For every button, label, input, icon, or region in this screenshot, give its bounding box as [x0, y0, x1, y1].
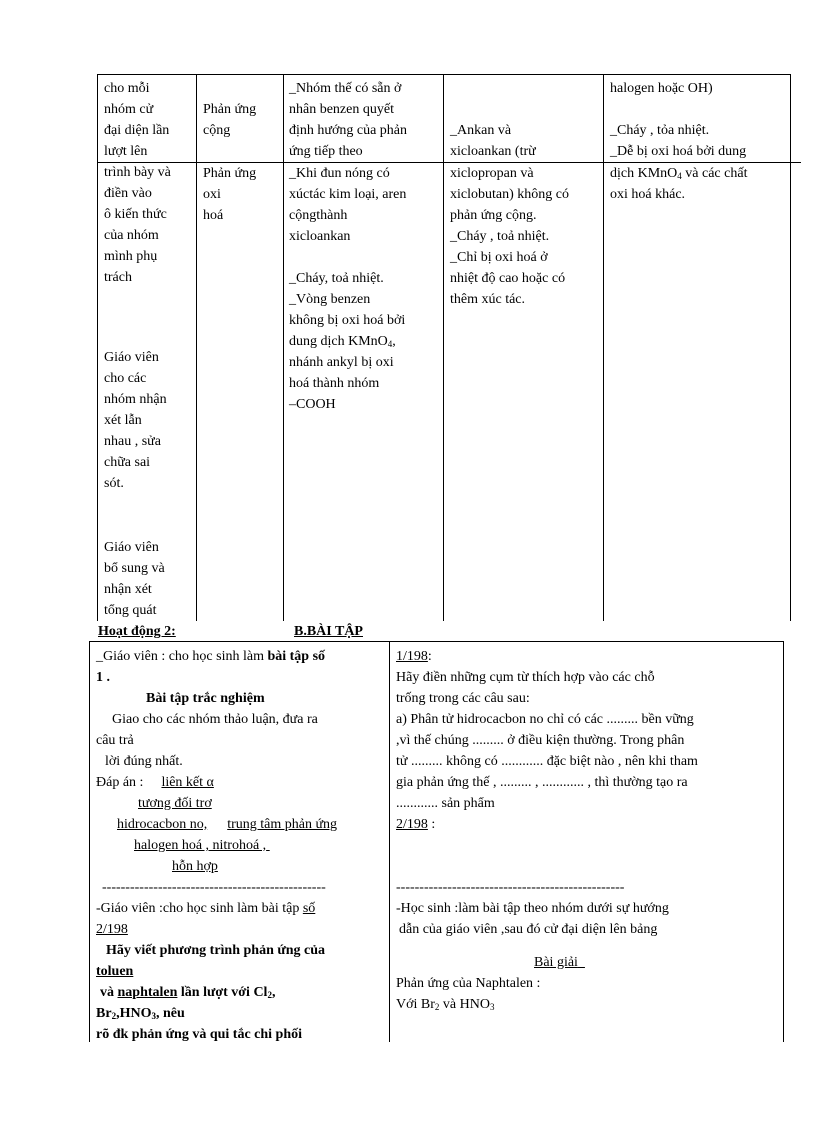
text-line: trách: [104, 270, 132, 285]
text-span: bài tập số: [267, 649, 326, 664]
table2-col-border: [389, 641, 390, 1042]
text-line: [96, 646, 337, 667]
table1-top-border: [97, 74, 791, 75]
separator: -------------------------------------------------: [396, 880, 625, 895]
col2-row2: [203, 163, 256, 226]
answer-item: tương đối trơ: [138, 796, 212, 811]
text-line: chữa sai: [104, 455, 151, 470]
col5-row2: [610, 163, 747, 205]
answer-item: trung tâm phản ứng: [227, 817, 338, 832]
subscript: 2: [434, 1002, 440, 1012]
text-line: ............ sản phẩm: [396, 796, 495, 811]
text-line: _Ankan và: [450, 123, 512, 138]
text-line: [96, 898, 337, 919]
text-span: và các chất: [681, 166, 748, 181]
text-line: xét lẫn: [104, 413, 142, 428]
text-line: [96, 982, 337, 1003]
col1-group2: [104, 347, 167, 494]
text-line: _Vòng benzen: [289, 292, 371, 307]
text-line: [289, 331, 405, 352]
text-line: ứng tiếp theo: [289, 144, 363, 159]
col3-row1: [289, 78, 407, 162]
text-line: câu trả: [96, 733, 134, 748]
section-title: B.BÀI TẬP: [294, 624, 363, 639]
text-line: phản ứng cộng.: [450, 208, 537, 223]
table1-col-border: [283, 74, 284, 621]
subscript: 2: [111, 1011, 117, 1021]
text-line: lời đúng nhất.: [105, 754, 183, 769]
table2-col-border: [89, 641, 90, 1042]
text-line: rõ đk phản ứng và qui tắc chi phối: [96, 1027, 303, 1042]
text-line: cộng: [203, 123, 231, 138]
text-span: ,: [271, 985, 276, 1000]
text-line: [396, 814, 698, 835]
text-line: nhiệt độ cao hoặc có: [450, 271, 566, 286]
text-span: :: [427, 649, 432, 664]
text-line: _Chỉ bị oxi hoá ở: [450, 250, 548, 265]
text-line: halogen hoặc OH): [610, 81, 713, 96]
text-line: _Dễ bị oxi hoá bởi dung: [610, 144, 747, 159]
separator: ------------------------------------------------: [102, 880, 326, 895]
table1-col-border: [603, 74, 604, 621]
col5-row1b: [610, 120, 746, 162]
text-span: -Giáo viên :cho học sinh làm bài tập: [96, 901, 303, 916]
text-line: lượt lên: [104, 144, 148, 159]
col5-row1a: [610, 78, 713, 99]
text-span: lần lượt với Cl: [177, 985, 268, 1000]
activity-label: Hoạt động 2:: [98, 624, 176, 639]
text-line: không bị oxi hoá bởi: [289, 313, 406, 328]
text-line: [396, 994, 698, 1015]
text-line: hoá thành nhóm: [289, 376, 380, 391]
answer-item: liên kết α: [161, 775, 214, 790]
text-span: số: [302, 901, 316, 916]
col3-row2b: [289, 268, 405, 415]
text-line: toluen: [96, 964, 134, 979]
col4-row1: [450, 120, 536, 162]
text-span: và: [100, 985, 118, 1000]
solution-title-line: [396, 952, 698, 973]
answer-line: [96, 835, 337, 856]
text-line: gia phản ứng thế , ......... , ............ , thì thường tạo ra: [396, 775, 688, 790]
text-line: _Khi đun nóng có: [289, 166, 390, 181]
text-line: –COOH: [289, 397, 336, 412]
text-line: cộngthành: [289, 208, 348, 223]
table2-top-border: [89, 641, 784, 642]
text-span: _Giáo viên : cho học sinh làm: [96, 649, 268, 664]
exercise-number: 2/198: [396, 817, 428, 832]
text-line: trình bày và: [104, 165, 171, 180]
text-line: Phản ứng: [203, 166, 257, 181]
text-line: _Cháy , tỏa nhiệt.: [610, 123, 710, 138]
text-span: dung dịch KMnO: [289, 334, 388, 349]
text-line: thêm xúc tác.: [450, 292, 526, 307]
answer-line: [96, 814, 337, 835]
answer-line: [96, 793, 337, 814]
text-line: oxi: [203, 187, 221, 202]
answer-line: [96, 856, 337, 877]
table1-col-border: [97, 74, 98, 621]
text-line: mình phụ: [104, 249, 158, 264]
text-span: Br: [96, 1006, 112, 1021]
text-line: xiclopropan và: [450, 166, 534, 181]
exercise-title: Bài tập trắc nghiệm: [146, 691, 265, 706]
subscript: 2: [267, 990, 272, 1000]
text-line: tử ......... không có ............ đặc biệt nào , nên khi tham: [396, 754, 698, 769]
text-span: ,HNO: [116, 1006, 152, 1021]
text-line: [610, 163, 747, 184]
subscript: 4: [677, 171, 682, 181]
text-line: -Học sinh :làm bài tập theo nhóm dưới sự hướng: [396, 901, 669, 916]
text-line: dẫn của giáo viên ,sau đó cử đại diện lên bảng: [399, 922, 658, 937]
text-line: xiclobutan) không có: [450, 187, 569, 202]
text-line: _Cháy , toả nhiệt.: [450, 229, 550, 244]
text-line: nhóm nhận: [104, 392, 167, 407]
text-line: Phản ứng của Naphtalen :: [396, 976, 541, 991]
text-line: nhau , sửa: [104, 434, 161, 449]
table1-col-border: [196, 74, 197, 621]
text-span: naphtalen: [117, 985, 178, 1000]
col2-row1: [203, 99, 256, 141]
table1-col-border: [443, 74, 444, 621]
left-cell: [96, 646, 337, 1045]
text-span: Đáp án :: [96, 775, 144, 790]
text-line: Giáo viên: [104, 350, 159, 365]
text-line: Hãy điền những cụm từ thích hợp vào các chỗ: [396, 670, 655, 685]
subscript: 4: [387, 339, 393, 349]
text-line: bổ sung và: [104, 561, 165, 576]
text-line: sót.: [104, 476, 124, 491]
text-line: trống trong các câu sau:: [396, 691, 530, 706]
text-span: , nêu: [155, 1006, 185, 1021]
text-line: Giao cho các nhóm thảo luận, đưa ra: [112, 712, 318, 727]
text-line: xicloankan: [289, 229, 351, 244]
table2-col-border: [783, 641, 784, 1042]
text-line: _Cháy, toả nhiệt.: [289, 271, 384, 286]
text-line: cho các: [104, 371, 147, 386]
text-line: ô kiến thức: [104, 207, 167, 222]
text-line: [96, 1003, 337, 1024]
col1-group1: [104, 78, 171, 288]
text-span: Với Br: [396, 997, 435, 1012]
text-line: cho mỗi: [104, 81, 150, 96]
text-line: _Nhóm thế có sẵn ở: [289, 81, 402, 96]
text-span: dịch KMnO: [610, 166, 678, 181]
text-line: Phản ứng: [203, 102, 257, 117]
text-line: ,vì thế chúng ......... ở điều kiện thường. Trong phân: [396, 733, 685, 748]
answer-item: hidrocacbon no,: [117, 817, 208, 832]
col1-group3: [104, 537, 165, 621]
text-span: ,: [392, 334, 396, 349]
text-line: nhận xét: [104, 582, 152, 597]
subscript: 3: [151, 1011, 156, 1021]
subscript: 3: [489, 1002, 495, 1012]
solution-title: Bài giải: [534, 955, 578, 970]
answer-line: [96, 772, 337, 793]
text-line: xicloankan (trừ: [450, 144, 536, 159]
text-line: [396, 646, 698, 667]
text-line: a) Phân tử hidrocacbon no chỉ có các ......... bền vững: [396, 712, 694, 727]
right-cell: [396, 646, 698, 1015]
text-span: :: [427, 817, 436, 832]
answer-item: hỗn hợp: [172, 859, 218, 874]
text-line: xúctác kim loại, aren: [289, 187, 407, 202]
exercise-number: 1/198: [396, 649, 428, 664]
text-line: nhánh ankyl bị oxi: [289, 355, 394, 370]
text-line: hoá: [203, 208, 224, 223]
table1-col-border: [790, 74, 791, 621]
text-line: tổng quát: [104, 603, 157, 618]
text-line: Giáo viên: [104, 540, 159, 555]
text-line: nhóm cử: [104, 102, 154, 117]
text-line: 1 .: [96, 670, 110, 685]
text-line: điền vào: [104, 186, 152, 201]
text-line: của nhóm: [104, 228, 159, 243]
answer-item: halogen hoá , nitrohoá ,: [134, 838, 267, 853]
col3-row2a: [289, 163, 406, 247]
text-line: đại diện lần: [104, 123, 170, 138]
text-span: và HNO: [439, 997, 490, 1012]
text-line: Hãy viết phương trình phản ứng của: [106, 943, 326, 958]
text-line: 2/198: [96, 922, 128, 937]
text-line: định hướng của phản: [289, 123, 408, 138]
text-line: nhân benzen quyết: [289, 102, 394, 117]
text-line: oxi hoá khác.: [610, 187, 686, 202]
col4-row2: [450, 163, 569, 310]
